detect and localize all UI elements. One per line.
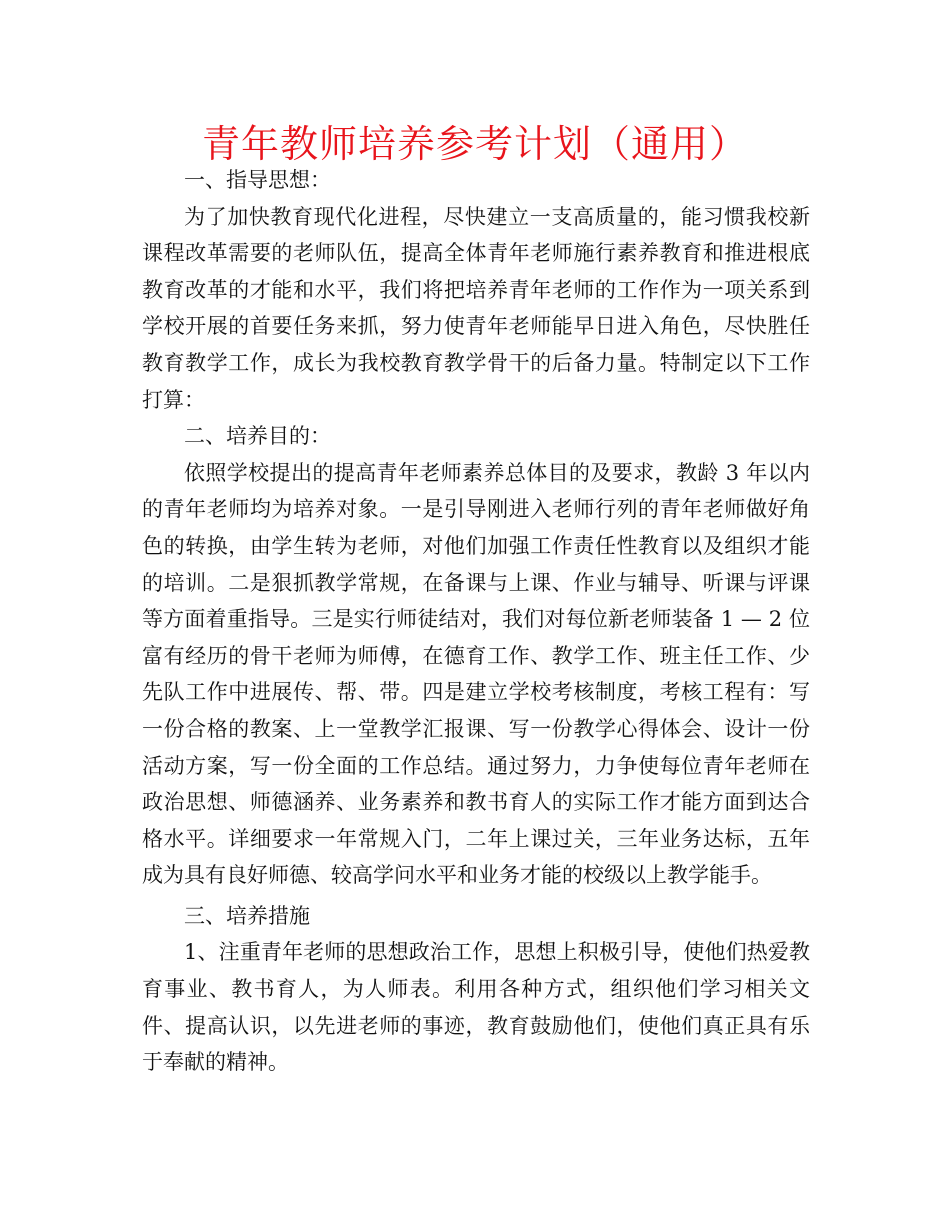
section-heading-training-goal: 二、培养目的：	[184, 424, 331, 449]
document-body	[142, 162, 810, 1081]
section-paragraph-guiding-thought: 为了加快教育现代化进程，尽快建立一支高质量的，能习惯我校新课程改革需要的老师队伍，提高全体青年老师施行素养教育和推进根底教育改革的才能和水平，我们将把培养青年老师的工作作为一项关系到学校开展的首要任务来抓，努力使青年老师能早日进入角色，尽快胜任教育教学工作，成长为我校教育教学骨干的后备力量。特制定以下工作打算：	[142, 204, 810, 412]
section-heading-guiding-thought: 一、指导思想：	[184, 168, 331, 192]
document-title: 青年教师培养参考计划（通用）	[201, 122, 748, 166]
section-paragraph-training-measures: 1、注重青年老师的思想政治工作，思想上积极引导，使他们热爱教育事业、教书育人，为人师表。利用各种方式，组织他们学习相关文件、提高认识，以先进老师的事迹，教育鼓励他们，使他们真正具有乐于奉献的精神。	[142, 940, 810, 1075]
section-heading-training-measures: 三、培养措施	[184, 903, 310, 928]
section-paragraph-training-goal: 依照学校提出的提高青年老师素养总体目的及要求，教龄 3 年以内的青年老师均为培养对象。一是引导刚进入老师行列的青年老师做好角色的转换，由学生转为老师，对他们加强工作责任性教育以及组织才能的培训。二是狠抓教学常规，在备课与上课、作业与辅导、听课与评课等方面着重指导。三是实行师徒结对，我们对每位新老师装备 1 — 2 位富有经历的骨干老师为师傅，在德育工作、教学工作、班主任工作、少先队工作中进展传、帮、带。四是建立学校考核制度，考核工程有：写一份合格的教案、上一堂教学汇报课、写一份教学心得体会、设计一份活动方案，写一份全面的工作总结。通过努力，力争使每位青年老师在政治思想、师德涵养、业务素养和教书育人的实际工作才能方面到达合格水平。详细要求一年常规入门，二年上课过关，三年业务达标，五年成为具有良好师德、较高学问水平和业务才能的校级以上教学能手。	[142, 460, 810, 888]
